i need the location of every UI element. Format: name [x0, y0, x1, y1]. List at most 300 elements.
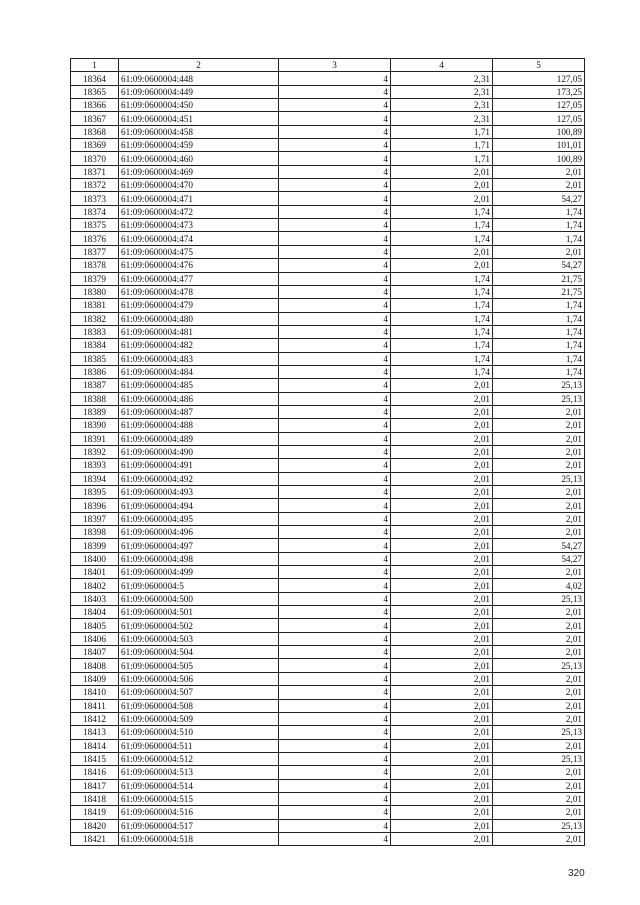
cell-col-4: 2,01: [391, 632, 493, 645]
cell-col-3: 4: [279, 752, 391, 765]
cell-col-3: 4: [279, 405, 391, 418]
column-header-1: 1: [71, 59, 119, 72]
cell-col-4: 1,74: [391, 312, 493, 325]
row-number: 18411: [71, 699, 119, 712]
cadastral-number: 61:09:0600004:473: [119, 219, 279, 232]
row-number: 18384: [71, 339, 119, 352]
cadastral-number: 61:09:0600004:479: [119, 299, 279, 312]
cell-col-5: 2,01: [493, 459, 585, 472]
cell-col-3: 4: [279, 659, 391, 672]
table-row: [71, 72, 585, 85]
cell-col-3: 4: [279, 766, 391, 779]
cadastral-number: 61:09:0600004:487: [119, 405, 279, 418]
row-number: 18403: [71, 592, 119, 605]
cell-col-5: 2,01: [493, 739, 585, 752]
cell-col-3: 4: [279, 486, 391, 499]
row-number: 18415: [71, 752, 119, 765]
cell-col-5: 2,01: [493, 245, 585, 258]
cadastral-number: 61:09:0600004:478: [119, 285, 279, 298]
cell-col-3: 4: [279, 499, 391, 512]
cell-col-3: 4: [279, 472, 391, 485]
cell-col-5: 100,89: [493, 125, 585, 138]
row-number: 18380: [71, 285, 119, 298]
cell-col-5: 127,05: [493, 112, 585, 125]
row-number: 18386: [71, 365, 119, 378]
cell-col-4: 1,71: [391, 152, 493, 165]
row-number: 18373: [71, 192, 119, 205]
cell-col-4: 2,01: [391, 672, 493, 685]
cadastral-number: 61:09:0600004:477: [119, 272, 279, 285]
cadastral-number: 61:09:0600004:5: [119, 579, 279, 592]
cell-col-4: 2,01: [391, 619, 493, 632]
cell-col-3: 4: [279, 392, 391, 405]
cell-col-5: 101,01: [493, 139, 585, 152]
table-row: [71, 566, 585, 579]
row-number: 18388: [71, 392, 119, 405]
cadastral-number: 61:09:0600004:515: [119, 792, 279, 805]
cell-col-4: 2,31: [391, 85, 493, 98]
row-number: 18400: [71, 552, 119, 565]
cadastral-number: 61:09:0600004:514: [119, 779, 279, 792]
cadastral-number: 61:09:0600004:458: [119, 125, 279, 138]
cell-col-3: 4: [279, 459, 391, 472]
cell-col-4: 2,31: [391, 112, 493, 125]
table-row: [71, 232, 585, 245]
cell-col-3: 4: [279, 152, 391, 165]
cell-col-4: 2,01: [391, 606, 493, 619]
cell-col-4: 1,74: [391, 339, 493, 352]
row-number: 18394: [71, 472, 119, 485]
cadastral-number: 61:09:0600004:469: [119, 165, 279, 178]
cell-col-4: 2,01: [391, 566, 493, 579]
cell-col-4: 2,01: [391, 459, 493, 472]
cell-col-5: 1,74: [493, 205, 585, 218]
cadastral-number: 61:09:0600004:470: [119, 179, 279, 192]
cell-col-4: 2,01: [391, 552, 493, 565]
table-row: [71, 539, 585, 552]
row-number: 18390: [71, 419, 119, 432]
cell-col-4: 1,74: [391, 325, 493, 338]
cadastral-number: 61:09:0600004:476: [119, 259, 279, 272]
table-row: [71, 646, 585, 659]
cadastral-number: 61:09:0600004:503: [119, 632, 279, 645]
table-row: [71, 205, 585, 218]
cell-col-5: 2,01: [493, 419, 585, 432]
table-row: [71, 659, 585, 672]
table-row: [71, 272, 585, 285]
cell-col-5: 127,05: [493, 72, 585, 85]
table-row: [71, 405, 585, 418]
cell-col-4: 1,74: [391, 272, 493, 285]
row-number: 18385: [71, 352, 119, 365]
row-number: 18401: [71, 566, 119, 579]
cell-col-3: 4: [279, 632, 391, 645]
cell-col-4: 2,01: [391, 686, 493, 699]
cell-col-4: 2,01: [391, 192, 493, 205]
cell-col-5: 2,01: [493, 766, 585, 779]
cell-col-3: 4: [279, 526, 391, 539]
row-number: 18397: [71, 512, 119, 525]
table-row: [71, 486, 585, 499]
cell-col-5: 100,89: [493, 152, 585, 165]
cadastral-number: 61:09:0600004:495: [119, 512, 279, 525]
table-row: [71, 219, 585, 232]
table-row: [71, 819, 585, 832]
cell-col-4: 2,01: [391, 245, 493, 258]
table-row: [71, 445, 585, 458]
row-number: 18378: [71, 259, 119, 272]
table-row: [71, 552, 585, 565]
row-number: 18364: [71, 72, 119, 85]
cell-col-3: 4: [279, 259, 391, 272]
cell-col-3: 4: [279, 219, 391, 232]
cell-col-3: 4: [279, 819, 391, 832]
cell-col-5: 2,01: [493, 606, 585, 619]
cell-col-3: 4: [279, 125, 391, 138]
cell-col-5: 1,74: [493, 232, 585, 245]
row-number: 18414: [71, 739, 119, 752]
row-number: 18421: [71, 832, 119, 845]
cadastral-number: 61:09:0600004:509: [119, 712, 279, 725]
cadastral-number: 61:09:0600004:480: [119, 312, 279, 325]
cell-col-5: 54,27: [493, 539, 585, 552]
cell-col-4: 1,74: [391, 219, 493, 232]
cell-col-4: 2,31: [391, 99, 493, 112]
row-number: 18404: [71, 606, 119, 619]
table-row: [71, 259, 585, 272]
cell-col-3: 4: [279, 299, 391, 312]
cell-col-3: 4: [279, 419, 391, 432]
row-number: 18372: [71, 179, 119, 192]
table-row: [71, 192, 585, 205]
cell-col-5: 1,74: [493, 339, 585, 352]
row-number: 18413: [71, 726, 119, 739]
cadastral-number: 61:09:0600004:460: [119, 152, 279, 165]
cell-col-3: 4: [279, 792, 391, 805]
cell-col-4: 2,01: [391, 379, 493, 392]
cell-col-5: 1,74: [493, 299, 585, 312]
row-number: 18408: [71, 659, 119, 672]
cell-col-4: 2,01: [391, 739, 493, 752]
table-body: [71, 72, 585, 846]
cell-col-4: 2,01: [391, 766, 493, 779]
table-row: [71, 792, 585, 805]
table-row: [71, 245, 585, 258]
cadastral-number: 61:09:0600004:506: [119, 672, 279, 685]
cell-col-4: 2,01: [391, 472, 493, 485]
cell-col-4: 2,01: [391, 405, 493, 418]
cell-col-5: 2,01: [493, 632, 585, 645]
row-number: 18396: [71, 499, 119, 512]
cell-col-5: 2,01: [493, 686, 585, 699]
row-number: 18419: [71, 806, 119, 819]
cadastral-number: 61:09:0600004:492: [119, 472, 279, 485]
cell-col-5: 2,01: [493, 792, 585, 805]
column-header-3: 3: [279, 59, 391, 72]
cell-col-4: 2,01: [391, 726, 493, 739]
row-number: 18369: [71, 139, 119, 152]
table-row: [71, 512, 585, 525]
cell-col-3: 4: [279, 726, 391, 739]
cell-col-5: 1,74: [493, 312, 585, 325]
cell-col-5: 25,13: [493, 819, 585, 832]
cell-col-4: 2,01: [391, 445, 493, 458]
table-row: [71, 526, 585, 539]
cell-col-4: 2,01: [391, 792, 493, 805]
row-number: 18407: [71, 646, 119, 659]
row-number: 18410: [71, 686, 119, 699]
cadastral-number: 61:09:0600004:518: [119, 832, 279, 845]
cell-col-5: 25,13: [493, 726, 585, 739]
cadastral-number: 61:09:0600004:449: [119, 85, 279, 98]
row-number: 18393: [71, 459, 119, 472]
cell-col-3: 4: [279, 712, 391, 725]
cell-col-5: 2,01: [493, 165, 585, 178]
cadastral-number: 61:09:0600004:502: [119, 619, 279, 632]
cell-col-3: 4: [279, 325, 391, 338]
cell-col-4: 2,01: [391, 712, 493, 725]
table-row: [71, 726, 585, 739]
table-row: [71, 779, 585, 792]
row-number: 18367: [71, 112, 119, 125]
cell-col-5: 25,13: [493, 392, 585, 405]
table-row: [71, 619, 585, 632]
cell-col-5: 21,75: [493, 285, 585, 298]
table-row: [71, 379, 585, 392]
cell-col-3: 4: [279, 779, 391, 792]
cell-col-5: 54,27: [493, 552, 585, 565]
cell-col-3: 4: [279, 379, 391, 392]
cadastral-number: 61:09:0600004:504: [119, 646, 279, 659]
cell-col-3: 4: [279, 512, 391, 525]
table-row: [71, 139, 585, 152]
cell-col-5: 25,13: [493, 752, 585, 765]
cell-col-5: 54,27: [493, 259, 585, 272]
cell-col-3: 4: [279, 139, 391, 152]
cadastral-number: 61:09:0600004:493: [119, 486, 279, 499]
table-row: [71, 592, 585, 605]
cell-col-4: 1,74: [391, 232, 493, 245]
table-row: [71, 752, 585, 765]
cell-col-4: 2,01: [391, 592, 493, 605]
cell-col-4: 2,01: [391, 539, 493, 552]
table-row: [71, 712, 585, 725]
cadastral-number: 61:09:0600004:507: [119, 686, 279, 699]
row-number: 18383: [71, 325, 119, 338]
row-number: 18406: [71, 632, 119, 645]
cell-col-5: 2,01: [493, 432, 585, 445]
table-row: [71, 325, 585, 338]
cell-col-5: 2,01: [493, 526, 585, 539]
cadastral-number: 61:09:0600004:496: [119, 526, 279, 539]
cell-col-4: 2,01: [391, 259, 493, 272]
cadastral-number: 61:09:0600004:501: [119, 606, 279, 619]
cell-col-3: 4: [279, 445, 391, 458]
table-row: [71, 85, 585, 98]
cell-col-3: 4: [279, 339, 391, 352]
row-number: 18379: [71, 272, 119, 285]
table-row: [71, 686, 585, 699]
row-number: 18368: [71, 125, 119, 138]
cell-col-4: 1,74: [391, 299, 493, 312]
table-row: [71, 472, 585, 485]
cadastral-number: 61:09:0600004:486: [119, 392, 279, 405]
cell-col-3: 4: [279, 739, 391, 752]
cadastral-number: 61:09:0600004:459: [119, 139, 279, 152]
cell-col-4: 2,01: [391, 646, 493, 659]
cadastral-number: 61:09:0600004:450: [119, 99, 279, 112]
cell-col-5: 173,25: [493, 85, 585, 98]
row-number: 18416: [71, 766, 119, 779]
table-row: [71, 125, 585, 138]
cadastral-number: 61:09:0600004:474: [119, 232, 279, 245]
cadastral-number: 61:09:0600004:488: [119, 419, 279, 432]
table-row: [71, 832, 585, 845]
cell-col-5: 2,01: [493, 566, 585, 579]
cell-col-4: 1,74: [391, 352, 493, 365]
row-number: 18382: [71, 312, 119, 325]
table-row: [71, 699, 585, 712]
cell-col-4: 2,01: [391, 499, 493, 512]
cell-col-5: 25,13: [493, 472, 585, 485]
cadastral-number: 61:09:0600004:513: [119, 766, 279, 779]
cell-col-4: 2,01: [391, 579, 493, 592]
cell-col-3: 4: [279, 72, 391, 85]
cell-col-3: 4: [279, 245, 391, 258]
cadastral-number: 61:09:0600004:472: [119, 205, 279, 218]
cadastral-number: 61:09:0600004:491: [119, 459, 279, 472]
cell-col-3: 4: [279, 699, 391, 712]
cell-col-4: 1,74: [391, 365, 493, 378]
cell-col-4: 2,01: [391, 419, 493, 432]
cell-col-3: 4: [279, 566, 391, 579]
row-number: 18381: [71, 299, 119, 312]
table-row: [71, 392, 585, 405]
row-number: 18377: [71, 245, 119, 258]
cell-col-4: 2,01: [391, 819, 493, 832]
row-number: 18412: [71, 712, 119, 725]
cadastral-number: 61:09:0600004:451: [119, 112, 279, 125]
row-number: 18418: [71, 792, 119, 805]
cell-col-3: 4: [279, 832, 391, 845]
cell-col-3: 4: [279, 552, 391, 565]
row-number: 18374: [71, 205, 119, 218]
cell-col-3: 4: [279, 352, 391, 365]
cell-col-5: 2,01: [493, 779, 585, 792]
column-header-2: 2: [119, 59, 279, 72]
cell-col-3: 4: [279, 112, 391, 125]
cadastral-number: 61:09:0600004:505: [119, 659, 279, 672]
cell-col-5: 2,01: [493, 405, 585, 418]
cell-col-5: 127,05: [493, 99, 585, 112]
row-number: 18392: [71, 445, 119, 458]
table-row: [71, 739, 585, 752]
cell-col-3: 4: [279, 539, 391, 552]
row-number: 18399: [71, 539, 119, 552]
cadastral-number: 61:09:0600004:512: [119, 752, 279, 765]
cell-col-3: 4: [279, 806, 391, 819]
table-row: [71, 179, 585, 192]
cell-col-4: 2,01: [391, 165, 493, 178]
table-row: [71, 432, 585, 445]
cell-col-3: 4: [279, 606, 391, 619]
cell-col-5: 2,01: [493, 619, 585, 632]
cell-col-4: 2,01: [391, 392, 493, 405]
cadastral-number: 61:09:0600004:489: [119, 432, 279, 445]
table-row: [71, 299, 585, 312]
cell-col-3: 4: [279, 232, 391, 245]
row-number: 18366: [71, 99, 119, 112]
cell-col-4: 1,74: [391, 205, 493, 218]
cell-col-3: 4: [279, 165, 391, 178]
cadastral-number: 61:09:0600004:494: [119, 499, 279, 512]
cell-col-3: 4: [279, 99, 391, 112]
row-number: 18391: [71, 432, 119, 445]
table-row: [71, 99, 585, 112]
table-row: [71, 165, 585, 178]
row-number: 18405: [71, 619, 119, 632]
cell-col-4: 2,01: [391, 512, 493, 525]
table-row: [71, 606, 585, 619]
cell-col-3: 4: [279, 272, 391, 285]
cell-col-3: 4: [279, 432, 391, 445]
row-number: 18365: [71, 85, 119, 98]
cadastral-number: 61:09:0600004:485: [119, 379, 279, 392]
cell-col-4: 1,71: [391, 125, 493, 138]
cadastral-number: 61:09:0600004:499: [119, 566, 279, 579]
cell-col-3: 4: [279, 312, 391, 325]
cell-col-5: 25,13: [493, 659, 585, 672]
cell-col-3: 4: [279, 192, 391, 205]
row-number: 18395: [71, 486, 119, 499]
cell-col-4: 2,01: [391, 432, 493, 445]
cell-col-3: 4: [279, 179, 391, 192]
cell-col-4: 1,71: [391, 139, 493, 152]
row-number: 18387: [71, 379, 119, 392]
cell-col-4: 2,01: [391, 752, 493, 765]
cell-col-5: 2,01: [493, 806, 585, 819]
cell-col-3: 4: [279, 619, 391, 632]
cell-col-5: 2,01: [493, 512, 585, 525]
cell-col-4: 2,01: [391, 832, 493, 845]
cell-col-3: 4: [279, 686, 391, 699]
table-row: [71, 365, 585, 378]
cadastral-number: 61:09:0600004:475: [119, 245, 279, 258]
cell-col-3: 4: [279, 592, 391, 605]
cell-col-4: 2,01: [391, 526, 493, 539]
cell-col-5: 2,01: [493, 712, 585, 725]
table-row: [71, 579, 585, 592]
cadastral-number: 61:09:0600004:481: [119, 325, 279, 338]
cell-col-4: 1,74: [391, 285, 493, 298]
cell-col-3: 4: [279, 365, 391, 378]
table-row: [71, 672, 585, 685]
table-row: [71, 152, 585, 165]
table-row: [71, 312, 585, 325]
cadastral-number: 61:09:0600004:490: [119, 445, 279, 458]
cell-col-5: 1,74: [493, 365, 585, 378]
cell-col-5: 4,02: [493, 579, 585, 592]
cell-col-3: 4: [279, 672, 391, 685]
table-row: [71, 112, 585, 125]
cadastral-number: 61:09:0600004:500: [119, 592, 279, 605]
cell-col-4: 2,01: [391, 806, 493, 819]
table-row: [71, 419, 585, 432]
row-number: 18389: [71, 405, 119, 418]
row-number: 18398: [71, 526, 119, 539]
cadastral-number: 61:09:0600004:511: [119, 739, 279, 752]
cadastral-number: 61:09:0600004:448: [119, 72, 279, 85]
